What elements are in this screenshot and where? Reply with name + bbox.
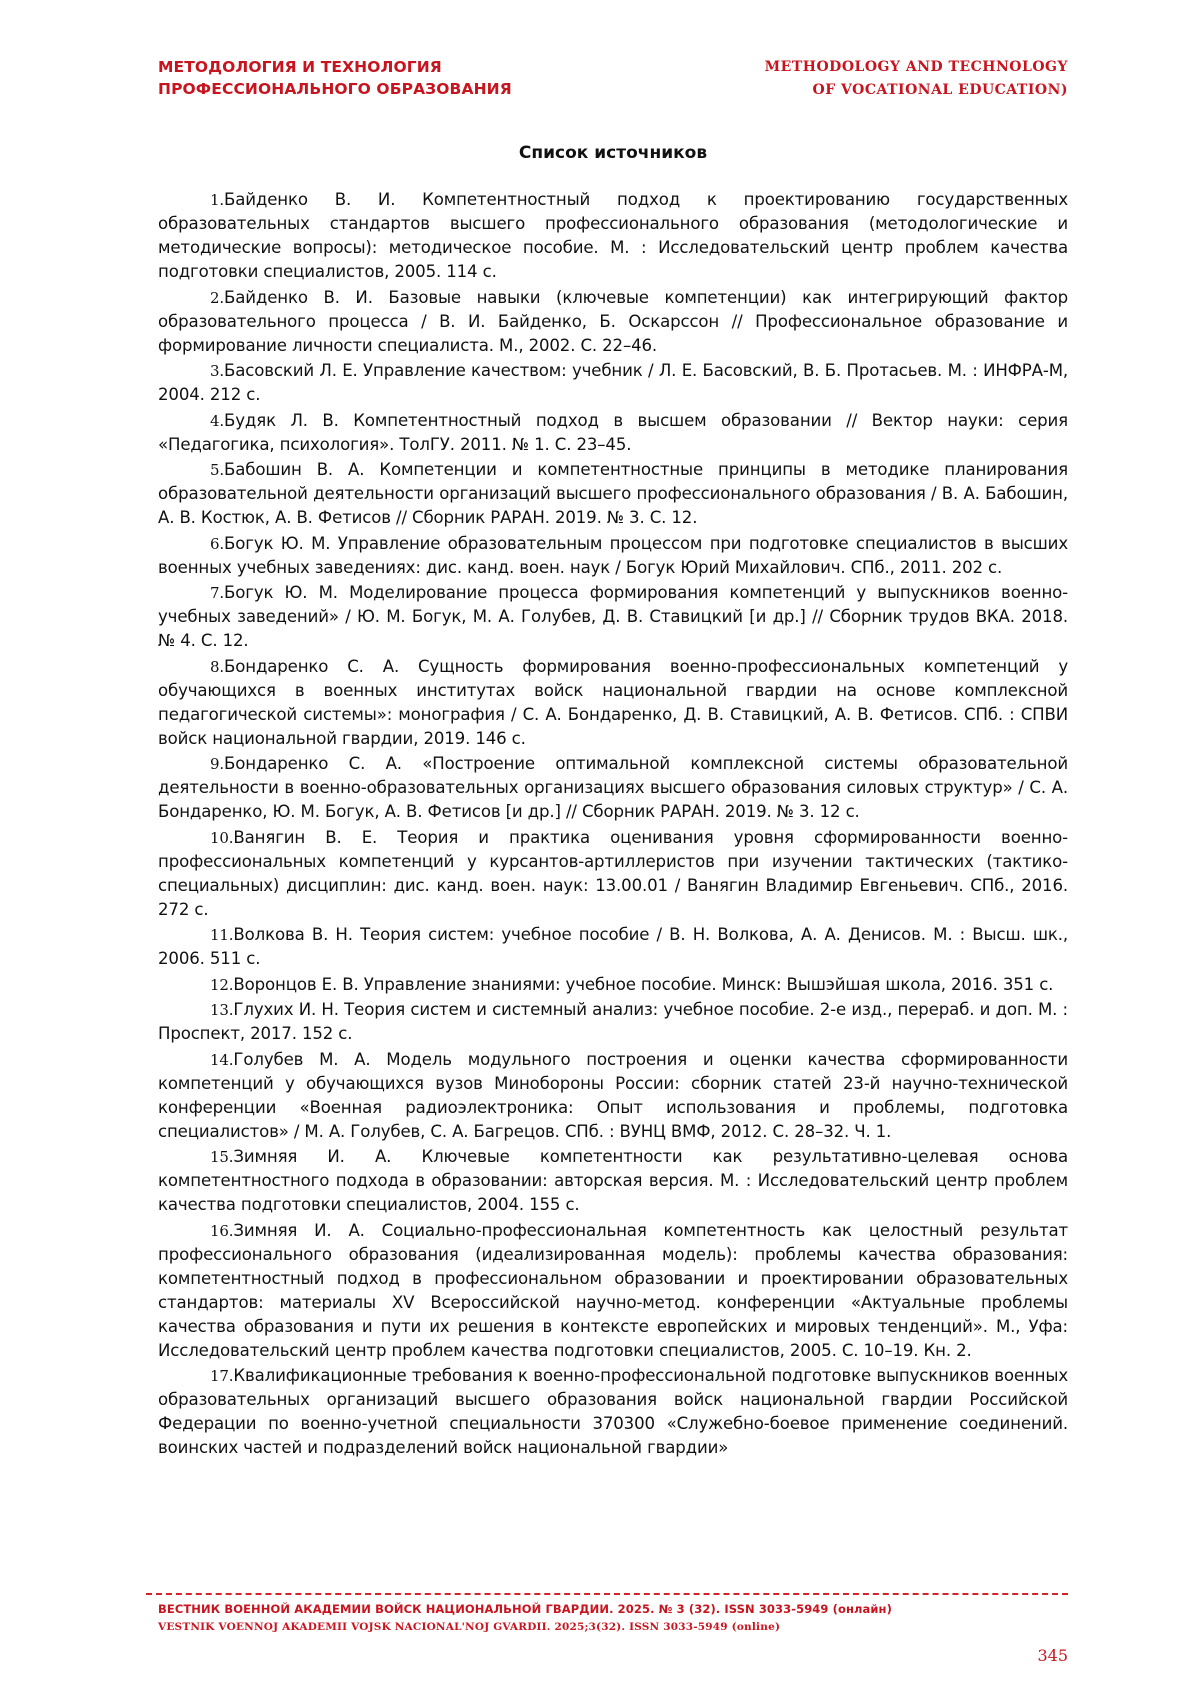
- reference-item: [158, 532, 1068, 580]
- reference-item: [158, 286, 1068, 358]
- reference-item: [158, 973, 1068, 997]
- header-right-line-2: OF VOCATIONAL EDUCATION): [812, 82, 1068, 98]
- page-number: 345: [1037, 1646, 1068, 1665]
- reference-text: Бондаренко С. А. Сущность формирования военно-профессиональных компетенций у обучающихся в военных институтах войск национальной гвардии на основе комплексной педагогической системы»: монография / С. А. Бондаренко, Д. В. Ставицкий, А. В. Фетисов. СПб. : СПВИ войск национальной гвардии, 2019. 146 с.: [158, 656, 1068, 748]
- journal-section-title-en: [765, 56, 1068, 102]
- reference-item: [158, 1364, 1068, 1460]
- footer-citation-en: VESTNIK VOENNOJ AKADEMII VOJSK NACIONAL'NOJ GVARDII. 2025;3(32). ISSN 3033-5949 (online): [158, 1621, 781, 1633]
- reference-item: [158, 752, 1068, 824]
- reference-number: 2.: [210, 288, 225, 307]
- reference-number: 7.: [210, 584, 225, 602]
- reference-text: Глухих И. Н. Теория систем и системный анализ: учебное пособие. 2-е изд., перераб. и доп. М. : Проспект, 2017. 152 с.: [158, 1000, 1068, 1043]
- reference-text: Зимняя И. А. Социально-профессиональная компетентность как целостный результат профессионального образования (идеализированная модель): проблемы качества образования: компетентностный подход в профессиональном образовании и проектировании образовательных стандартов: материалы XV Всероссийской научно-метод. конференции «Актуальные проблемы качества образования и пути их решения в контексте европейских и мировых тенденций». М., Уфа: Исследовательский центр проблем качества подготовки специалистов, 2005. С. 10–19. Кн. 2.: [158, 1220, 1068, 1360]
- header-left-line-1: МЕТОДОЛОГИЯ И ТЕХНОЛОГИЯ: [158, 58, 442, 76]
- reference-number: 11.: [210, 926, 234, 944]
- reference-text: Бондаренко С. А. «Построение оптимальной комплексной системы образовательной деятельности в военно-образовательных организациях высшего образования силовых структур» / С. А. Бондаренко, Ю. М. Богук, А. В. Фетисов [и др.] // Сборник РАРАН. 2019. № 3. 12 с.: [158, 754, 1068, 821]
- reference-number: 17.: [210, 1367, 234, 1385]
- reference-item: [158, 1219, 1068, 1363]
- references-heading: Список источников: [518, 143, 708, 163]
- reference-number: 15.: [210, 1148, 234, 1166]
- reference-item: [158, 655, 1068, 751]
- reference-number: 4.: [210, 411, 225, 430]
- reference-number: 8.: [210, 657, 225, 676]
- footer-citation-ru: ВЕСТНИК ВОЕННОЙ АКАДЕМИИ ВОЙСК НАЦИОНАЛЬНОЙ ГВАРДИИ. 2025. № 3 (32). ISSN 3033-5949 (онлайн): [158, 1602, 892, 1616]
- reference-number: 10.: [210, 828, 234, 847]
- reference-text: Байденко В. И. Базовые навыки (ключевые компетенции) как интегрирующий фактор образовательного процесса / В. И. Байденко, Б. Оскарссон // Профессиональное образование и формирование личности специалиста. М., 2002. С. 22–46.: [158, 287, 1068, 355]
- running-header: [158, 56, 1068, 116]
- reference-number: 16.: [210, 1221, 234, 1240]
- header-right-line-1: METHODOLOGY AND TECHNOLOGY: [764, 59, 1068, 75]
- reference-number: 12.: [210, 975, 234, 994]
- reference-item: [158, 581, 1068, 653]
- reference-text: Богук Ю. М. Управление образовательным процессом при подготовке специалистов в высших военных учебных заведениях: дис. канд. воен. наук / Богук Юрий Михайлович. СПб., 2011. 202 с.: [158, 533, 1068, 577]
- reference-text: Байденко В. И. Компетентностный подход к проектированию государственных образовательных стандартов высшего профессионального образования (методологические и методические вопросы): методическое пособие. М. : Исследовательский центр проблем качества подготовки специалистов, 2005. 114 с.: [158, 190, 1068, 281]
- reference-text: Зимняя И. А. Ключевые компетентности как результативно-целевая основа компетентностного подхода в образовании: авторская версия. М. : Исследовательский центр проблем качества подготовки специалистов, 2004. 155 с.: [158, 1147, 1068, 1214]
- reference-text: Будяк Л. В. Компетентностный подход в высшем образовании // Вектор науки: серия «Педагогика, психология». ТолГУ. 2011. № 1. С. 23–45.: [158, 410, 1068, 454]
- reference-number: 1.: [210, 191, 225, 209]
- reference-item: [158, 998, 1068, 1046]
- reference-number: 14.: [210, 1050, 234, 1069]
- reference-number: 3.: [210, 362, 225, 380]
- reference-item: [158, 1048, 1068, 1144]
- reference-text: Басовский Л. Е. Управление качеством: учебник / Л. Е. Басовский, В. Б. Протасьев. М. : ИНФРА-М, 2004. 212 с.: [158, 361, 1068, 404]
- header-left-line-2: ПРОФЕССИОНАЛЬНОГО ОБРАЗОВАНИЯ: [158, 80, 512, 98]
- reference-text: Ванягин В. Е. Теория и практика оценивания уровня сформированности военно-профессиональных компетенций у курсантов-артиллеристов при изучении тактических (тактико-специальных) дисциплин: дис. канд. воен. наук: 13.00.01 / Ванягин Владимир Евгеньевич. СПб., 2016. 272 с.: [158, 827, 1068, 919]
- reference-number: 6.: [210, 534, 225, 553]
- journal-section-title-ru: [158, 56, 512, 100]
- reference-text: Голубев М. А. Модель модульного построения и оценки качества сформированности компетенций у обучающихся вузов Минобороны России: сборник статей 23-й научно-технической конференции «Военная радиоэлектроника: Опыт использования и проблемы, подготовка специалистов» / М. А. Голубев, С. А. Багрецов. СПб. : ВУНЦ ВМФ, 2012. С. 28–32. Ч. 1.: [158, 1049, 1068, 1141]
- reference-text: Волкова В. Н. Теория систем: учебное пособие / В. Н. Волкова, А. А. Денисов. М. : Высш. шк., 2006. 511 с.: [158, 925, 1068, 968]
- reference-text: Бабошин В. А. Компетенции и компетентностные принципы в методике планирования образовательной деятельности организаций высшего профессионального образования / В. А. Бабошин, А. В. Костюк, А. В. Фетисов // Сборник РАРАН. 2019. № 3. С. 12.: [158, 460, 1068, 527]
- reference-number: 13.: [210, 1001, 234, 1019]
- reference-number: 5.: [210, 461, 225, 479]
- reference-item: [158, 826, 1068, 922]
- reference-item: [158, 409, 1068, 457]
- reference-text: Воронцов Е. В. Управление знаниями: учебное пособие. Минск: Вышэйшая школа, 2016. 351 с.: [233, 974, 1054, 994]
- reference-list: [158, 188, 1068, 1462]
- reference-number: 9.: [210, 755, 225, 773]
- reference-item: [158, 923, 1068, 971]
- reference-item: [158, 188, 1068, 284]
- reference-item: [158, 458, 1068, 530]
- footer-divider: [146, 1593, 1068, 1595]
- reference-text: Богук Ю. М. Моделирование процесса формирования компетенций у выпускников военно-учебных заведений» / Ю. М. Богук, М. А. Голубев, Д. В. Ставицкий [и др.] // Сборник трудов ВКА. 2018. № 4. С. 12.: [158, 583, 1068, 650]
- reference-item: [158, 1145, 1068, 1217]
- reference-item: [158, 359, 1068, 407]
- reference-text: Квалификационные требования к военно-профессиональной подготовке выпускников военных образовательных организаций высшего образования войск национальной гвардии Российской Федерации по военно-учетной специальности 370300 «Служебно-боевое применение соединений. воинских частей и подразделений войск национальной гвардии»: [158, 1366, 1068, 1457]
